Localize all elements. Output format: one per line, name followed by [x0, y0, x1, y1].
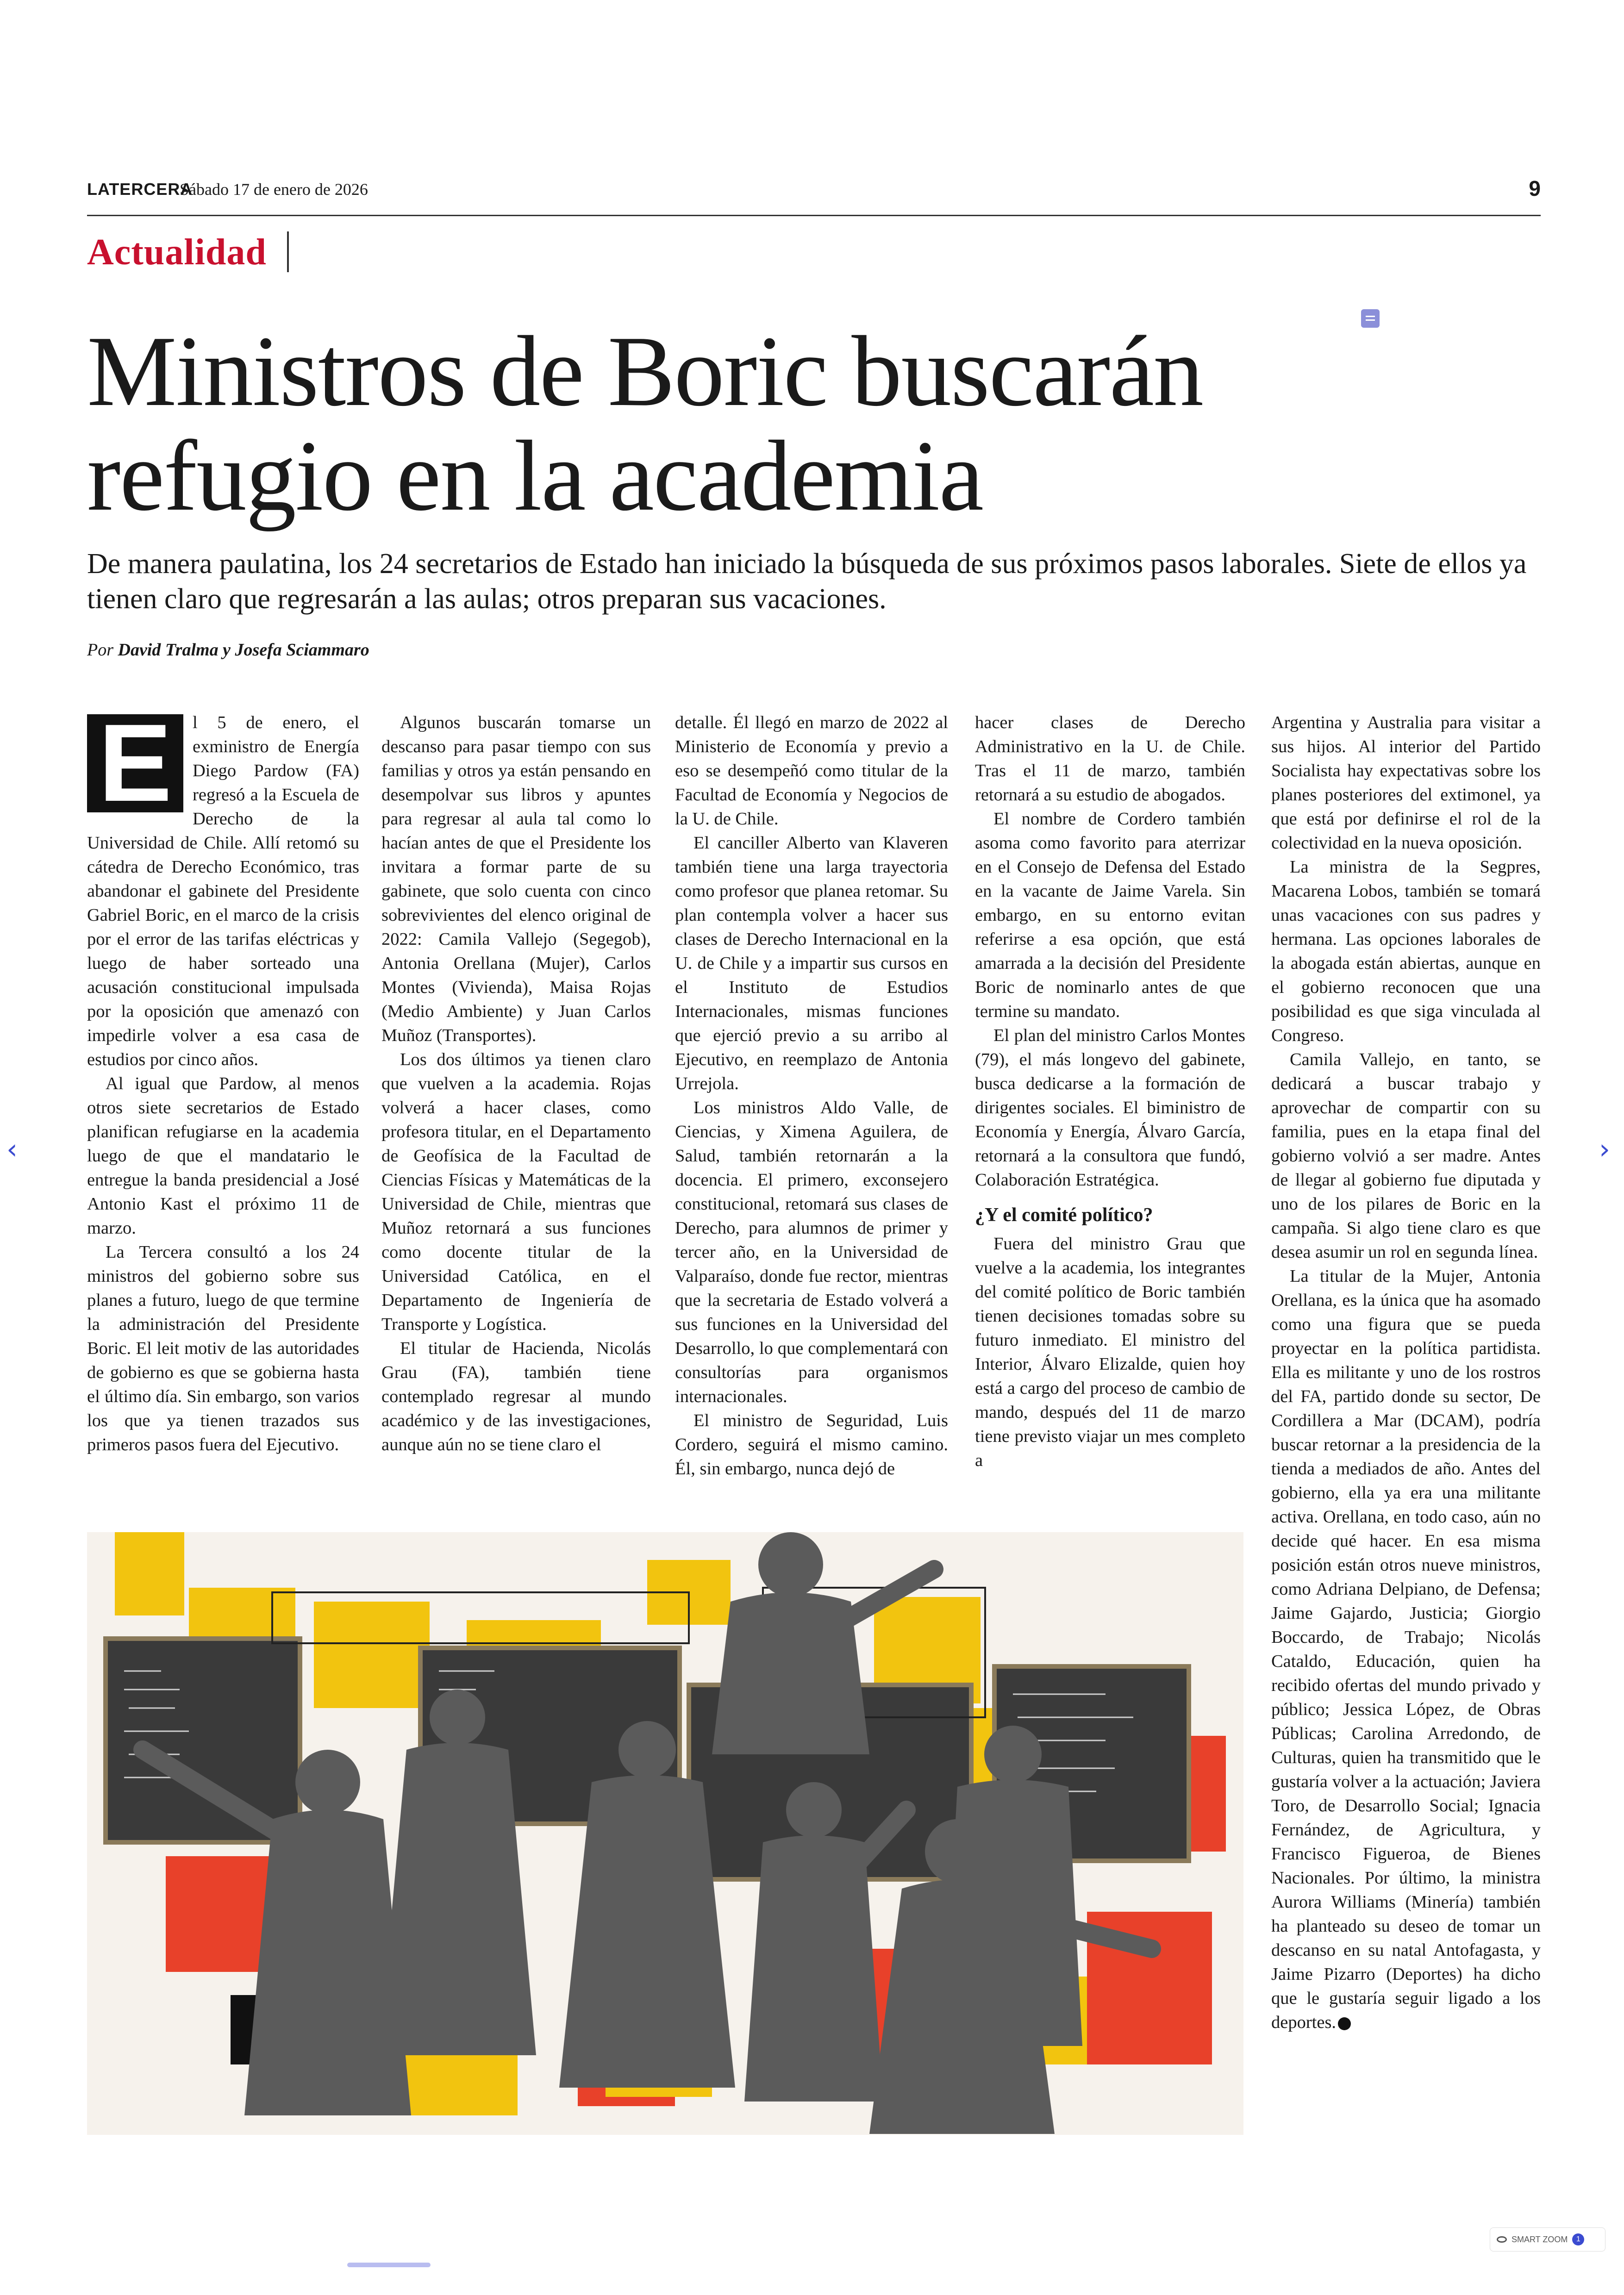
- paragraph: Los dos últimos ya tienen claro que vuelven a la academia. Rojas volverá a hacer clases, como profesora titular, en el Departamento de Geofísica de la Facultad de Ciencias Físicas y Matemáticas de la Universidad de Chile, mientras que Muñoz retornará a sus funciones como docente titular de la Universidad Católica, en el Departamento de Ingeniería de Transporte y Logística.: [381, 1050, 651, 1334]
- section-name: Actualidad: [87, 232, 267, 273]
- paragraph: El canciller Alberto van Klaveren también tiene una larga trayectoria como profesor que planea retomar. Su plan contempla volver a hacer sus clases de Derecho Internacional en la U. de Chile y a impartir sus cursos en el Instituto de Estudios Internacionales, mismas funciones que ejerció previo a su arribo al Ejecutivo, en reemplazo de Antonia Urrejola.: [675, 833, 948, 1093]
- article-column-3: [675, 711, 948, 1481]
- article-column-4: [975, 711, 1245, 1472]
- paragraph: Los ministros Aldo Valle, de Ciencias, y Ximena Aguilera, de Salud, también retornarán a la docencia. El primero, exconsejero constitucional, retomará sus clases de Derecho, para alumnos de primer y tercer año, en la Universidad de Valparaíso, donde fue rector, mientras que la secretaria de Estado volverá a sus funciones en la Universidad del Desarrollo, lo que complementará con consultorías para organismos internacionales.: [675, 1098, 948, 1406]
- paragraph: l 5 de enero, el exministro de Energía Diego Pardow (FA) regresó a la Escuela de Derecho de la Universidad de Chile. Allí retomó su cátedra de Derecho Económico, tras abandonar el gabinete del Presidente Gabriel Boric, en el marco de la crisis por el error de las tarifas eléctricas y luego de haber sorteado una acusación constitucional impulsada por la oposición que amenazó con impedirle volver a esa casa de estudios por cinco años.: [87, 713, 359, 1069]
- smart-zoom-count: 1: [1572, 2233, 1584, 2245]
- paragraph: Camila Vallejo, en tanto, se dedicará a buscar trabajo y aprovechar de compartir con su familia, pues en la etapa final del gobierno volvió a ser madre. Antes de llegar al gobierno fue diputada y uno de los pilares de Boric en la campaña. Si algo tiene claro es que desea asumir un rol en segunda línea.: [1271, 1050, 1541, 1262]
- paragraph: detalle. Él llegó en marzo de 2022 al Ministerio de Economía y previo a eso se desempeñó como titular de la Facultad de Economía y Negocios de la U. de Chile.: [675, 713, 948, 829]
- paragraph: Argentina y Australia para visitar a sus hijos. Al interior del Partido Socialista hay expectativas sobre los planes posteriores del extimonel, ya que está por definirse el rol de la colectividad en la nueva oposición.: [1271, 713, 1541, 853]
- byline-authors: David Tralma y Josefa Sciammaro: [118, 640, 369, 660]
- byline: [87, 640, 369, 660]
- title-line-2: refugio en la academia: [87, 420, 983, 532]
- article-column-1: [87, 702, 359, 1457]
- article-column-2: [381, 711, 651, 1457]
- article-column-5: [1271, 711, 1541, 2034]
- issue-date: Sábado 17 de enero de 2026: [180, 180, 368, 199]
- page-header: [87, 176, 1541, 216]
- smart-zoom-button[interactable]: [1490, 2227, 1605, 2251]
- chevron-left-icon[interactable]: ‹: [6, 1133, 18, 1166]
- paragraph: hacer clases de Derecho Administrativo en la U. de Chile. Tras el 11 de marzo, también retornará a su estudio de abogados.: [975, 713, 1245, 804]
- page-progress-indicator: [347, 2263, 431, 2267]
- collage-graphic: [87, 1532, 1243, 2135]
- paragraph: Fuera del ministro Grau que vuelve a la academia, los integrantes del comité político de Boric también tienen decisiones tomadas sobre su futuro inmediato. El ministro del Interior, Álvaro Elizalde, quien hoy está a cargo del proceso de cambio de mando, después del 11 de marzo tiene previsto viajar un mes completo a: [975, 1234, 1245, 1470]
- paragraph: [1271, 1264, 1541, 2034]
- paragraph: Al igual que Pardow, al menos otros siete secretarios de Estado planifican refugiarse en la academia luego de que el mandatario le entregue la banda presidencial a José Antonio Kast el próximo 11 de marzo.: [87, 1074, 359, 1238]
- paragraph: El nombre de Cordero también asoma como favorito para aterrizar en el Consejo de Defensa del Estado en la vacante de Jaime Varela. Sin embargo, en su entorno evitan referirse a esa opción, que está amarrada a la decisión del Presidente Boric de nominarlo antes de que termine su mandato.: [975, 809, 1245, 1021]
- subheading: ¿Y el comité político?: [975, 1204, 1153, 1226]
- end-mark-icon: [1338, 2017, 1351, 2030]
- section-label: [87, 231, 289, 272]
- paragraph: El ministro de Seguridad, Luis Cordero, seguirá el mismo camino. Él, sin embargo, nunca dejó de: [675, 1411, 948, 1478]
- paragraph-text: La titular de la Mujer, Antonia Orellana, es la única que ha asomado como una figura que se pueda proyectar en la política partidista. Ella es militante y uno de los rostros del FA, partido donde su sector, De Cordillera a Mar (DCAM), podría buscar retornar a la presidencia de la tienda a mediados de año. Antes del gobierno, ella ya era una militante activa. Orellana, en todo caso, aún no decide qué hacer. En esa misma posición están otros nueve ministros, como Adriana Delpiano, de Defensa; Jaime Gajardo, Justicia; Giorgio Boccardo, de Trabajo; Nicolás Cataldo, Educación, quien ha recibido ofertas del mundo privado y público; Jessica López, de Obras Públicas; Carolina Arredondo, de Culturas, quien ha transmitido que le gustaría volver a la actuación; Javiera Toro, de Desarrollo Social; Ignacia Fernández, de Agricultura, y Francisco Figueroa, de Bienes Nacionales. Por último, la ministra Aurora Williams (Minería) también ha planteado su deseo de tomar un descanso en su natal Antofagasta, y Jaime Pizarro (Deportes) ha dicho que le gustaría seguir ligado a los deportes.: [1271, 1266, 1541, 2032]
- paragraph: La Tercera consultó a los 24 ministros del gobierno sobre sus planes a futuro, luego de que termine la administración del Presidente Boric. El leit motiv de las autoridades de gobierno es que se gobierna hasta el último día. Sin embargo, son varios los que ya tienen trazados sus primeros pasos fuera del Ejecutivo.: [87, 1242, 359, 1454]
- paragraph: Algunos buscarán tomarse un descanso para pasar tiempo con sus familias y otros ya están pensando en desempolvar sus libros y apuntes para regresar al aula tal como lo hacían antes de que el Presidente los invitara a formar parte de su gabinete, que solo cuenta con cinco sobrevivientes del elenco original de 2022: Camila Vallejo (Segegob), Antonia Orellana (Mujer), Carlos Montes (Vivienda), Maisa Rojas (Medio Ambiente) y Juan Carlos Muñoz (Transportes).: [381, 713, 651, 1045]
- paragraph: El plan del ministro Carlos Montes (79), el más longevo del gabinete, busca dedicarse a la formación de dirigentes sociales. El biministro de Economía y Energía, Álvaro García, retornará a la consultora que fundó, Colaboración Estratégica.: [975, 1026, 1245, 1190]
- paragraph: El titular de Hacienda, Nicolás Grau (FA), también tiene contemplado regresar al mundo académico y de las investigaciones, aunque aún no se tiene claro el: [381, 1339, 651, 1454]
- smart-zoom-label: SMART ZOOM: [1512, 2234, 1568, 2244]
- article-lead: De manera paulatina, los 24 secretarios de Estado han iniciado la búsqueda de sus próximos pasos laborales. Siete de ellos ya tienen claro que regresarán a las aulas; otros preparan sus vacaciones.: [87, 548, 1527, 615]
- page-number: 9: [1529, 176, 1541, 200]
- byline-prefix: Por: [87, 640, 113, 660]
- title-line-1: Ministros de Boric buscarán: [87, 316, 1203, 427]
- paragraph: La ministra de la Segpres, Macarena Lobos, también se tomará unas vacaciones con sus padres y hermana. Las opciones laborales de la abogada están abiertas, aunque en el gobierno reconocen que una posibilidad es que siga vinculada al Congreso.: [1271, 857, 1541, 1045]
- drop-cap: E: [87, 714, 183, 812]
- collage-illustration: [87, 1532, 1243, 2135]
- chevron-right-icon[interactable]: ›: [1599, 1133, 1610, 1166]
- article-title: [87, 316, 1522, 532]
- newspaper-brand: LATERCERA: [87, 180, 193, 199]
- eye-icon: [1497, 2236, 1507, 2243]
